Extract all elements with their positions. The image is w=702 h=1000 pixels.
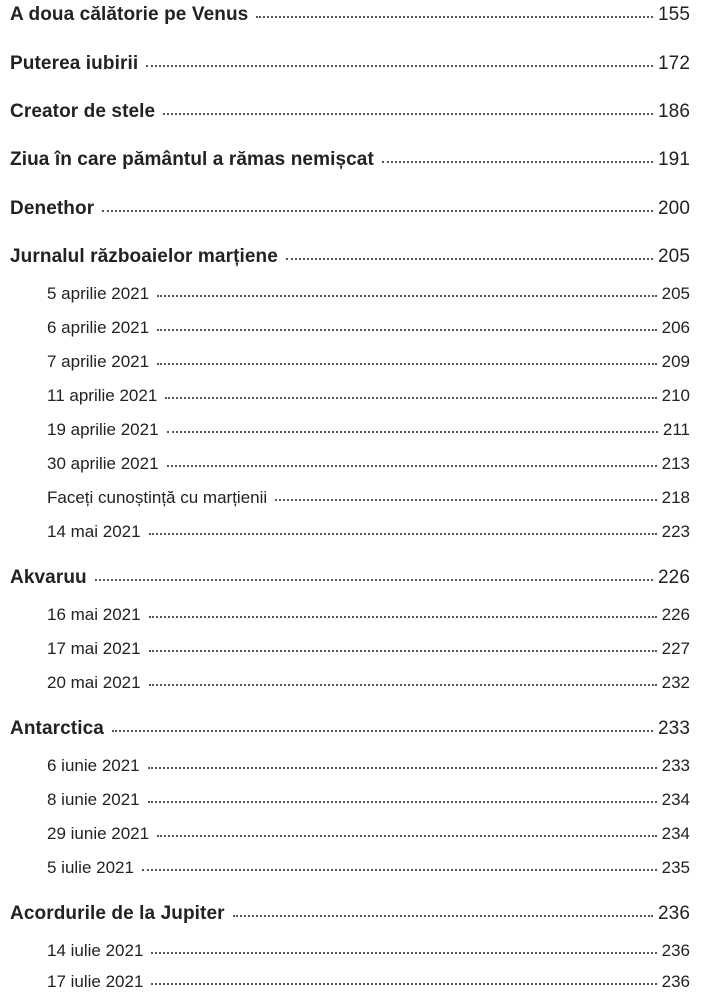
chapter-title: Puterea iubirii <box>10 53 139 74</box>
chapter-title: Antarctica <box>10 718 104 739</box>
dot-leader <box>142 865 657 871</box>
subentry-title: 17 mai 2021 <box>47 639 141 658</box>
dot-leader <box>163 109 653 115</box>
dot-leader <box>157 831 657 837</box>
dot-leader <box>286 254 653 260</box>
page-number: 234 <box>661 790 690 809</box>
subentry-title: 7 aprilie 2021 <box>47 352 150 371</box>
chapter-title: Denethor <box>10 198 95 219</box>
page-number: 232 <box>661 673 690 692</box>
page-number: 155 <box>657 4 690 25</box>
subentry-title: 6 iunie 2021 <box>47 756 140 775</box>
dot-leader <box>157 291 657 297</box>
toc-subentry[interactable] <box>47 824 690 844</box>
toc-chapter-entry[interactable] <box>10 718 690 740</box>
toc-subentry[interactable] <box>47 488 690 508</box>
toc-chapter-entry[interactable] <box>10 567 690 589</box>
dot-leader <box>149 612 657 618</box>
toc-subentry[interactable] <box>47 454 690 474</box>
subentry-title: 14 iulie 2021 <box>47 941 144 960</box>
page-number: 191 <box>657 149 690 170</box>
dot-leader <box>151 979 656 985</box>
subentry-title: 19 aprilie 2021 <box>47 420 159 439</box>
dot-leader <box>275 495 656 501</box>
toc-subentry[interactable] <box>47 941 690 961</box>
chapter-title: Ziua în care pământul a rămas nemișcat <box>10 149 374 170</box>
page-number: 233 <box>661 756 690 775</box>
dot-leader <box>148 797 657 803</box>
subentry-title: Faceți cunoștință cu marțienii <box>47 488 268 507</box>
page-number: 223 <box>661 522 690 541</box>
table-of-contents <box>10 0 690 1000</box>
dot-leader <box>233 911 653 917</box>
dot-leader <box>167 427 658 433</box>
dot-leader <box>151 948 656 954</box>
chapter-title: Acordurile de la Jupiter <box>10 903 225 924</box>
page-number: 236 <box>661 941 690 960</box>
subentry-title: 20 mai 2021 <box>47 673 141 692</box>
subentry-title: 5 aprilie 2021 <box>47 284 150 303</box>
dot-leader <box>157 325 657 331</box>
toc-subentry[interactable] <box>47 605 690 625</box>
subentry-title: 29 iunie 2021 <box>47 824 150 843</box>
toc-subentry[interactable] <box>47 639 690 659</box>
page-number: 226 <box>661 605 690 624</box>
subentry-title: 5 iulie 2021 <box>47 858 134 877</box>
toc-chapter-entry[interactable] <box>10 149 690 171</box>
toc-subentry[interactable] <box>47 318 690 338</box>
toc-subentry[interactable] <box>47 673 690 693</box>
subentry-title: 17 iulie 2021 <box>47 972 144 991</box>
dot-leader <box>149 680 657 686</box>
toc-subentry[interactable] <box>47 972 690 992</box>
page-number: 227 <box>661 639 690 658</box>
dot-leader <box>165 393 656 399</box>
dot-leader <box>157 359 657 365</box>
toc-subentry[interactable] <box>47 284 690 304</box>
page-number: 211 <box>662 420 690 439</box>
page-number: 235 <box>661 858 690 877</box>
subentry-title: 8 iunie 2021 <box>47 790 140 809</box>
toc-chapter-entry[interactable] <box>10 53 690 75</box>
page-number: 218 <box>661 488 690 507</box>
toc-subentry[interactable] <box>47 352 690 372</box>
page-number: 186 <box>657 101 690 122</box>
page-number: 206 <box>661 318 690 337</box>
dot-leader <box>149 529 657 535</box>
page-number: 205 <box>661 284 690 303</box>
subentry-title: 14 mai 2021 <box>47 522 141 541</box>
page-number: 226 <box>657 567 690 588</box>
chapter-title: Akvaruu <box>10 567 87 588</box>
dot-leader <box>146 61 653 67</box>
page-number: 233 <box>657 718 690 739</box>
page-number: 236 <box>657 903 690 924</box>
subentry-title: 11 aprilie 2021 <box>47 386 158 405</box>
page-number: 213 <box>661 454 690 473</box>
toc-subentry[interactable] <box>47 790 690 810</box>
dot-leader <box>149 646 657 652</box>
subentry-title: 16 mai 2021 <box>47 605 141 624</box>
dot-leader <box>148 763 657 769</box>
subentry-title: 6 aprilie 2021 <box>47 318 150 337</box>
page-number: 205 <box>657 246 690 267</box>
page-number: 172 <box>657 53 690 74</box>
chapter-title: Jurnalul războaielor marțiene <box>10 246 278 267</box>
page-number: 200 <box>657 198 690 219</box>
dot-leader <box>95 575 653 581</box>
chapter-title: A doua călătorie pe Venus <box>10 4 249 25</box>
toc-subentry[interactable] <box>47 522 690 542</box>
toc-chapter-entry[interactable] <box>10 903 690 925</box>
subentry-title: 30 aprilie 2021 <box>47 454 159 473</box>
toc-subentry[interactable] <box>47 386 690 406</box>
chapter-title: Creator de stele <box>10 101 156 122</box>
toc-subentry[interactable] <box>47 420 690 440</box>
page-number: 236 <box>661 972 690 991</box>
dot-leader <box>167 461 657 467</box>
dot-leader <box>112 726 653 732</box>
page-number: 234 <box>661 824 690 843</box>
toc-chapter-entry[interactable] <box>10 246 690 268</box>
page-number: 210 <box>661 386 690 405</box>
dot-leader <box>382 157 653 163</box>
toc-chapter-entry[interactable] <box>10 4 690 26</box>
toc-subentry[interactable] <box>47 858 690 878</box>
toc-chapter-entry[interactable] <box>10 101 690 123</box>
toc-chapter-entry[interactable] <box>10 198 690 220</box>
dot-leader <box>256 12 653 18</box>
dot-leader <box>102 206 653 212</box>
page-number: 209 <box>661 352 690 371</box>
toc-subentry[interactable] <box>47 756 690 776</box>
